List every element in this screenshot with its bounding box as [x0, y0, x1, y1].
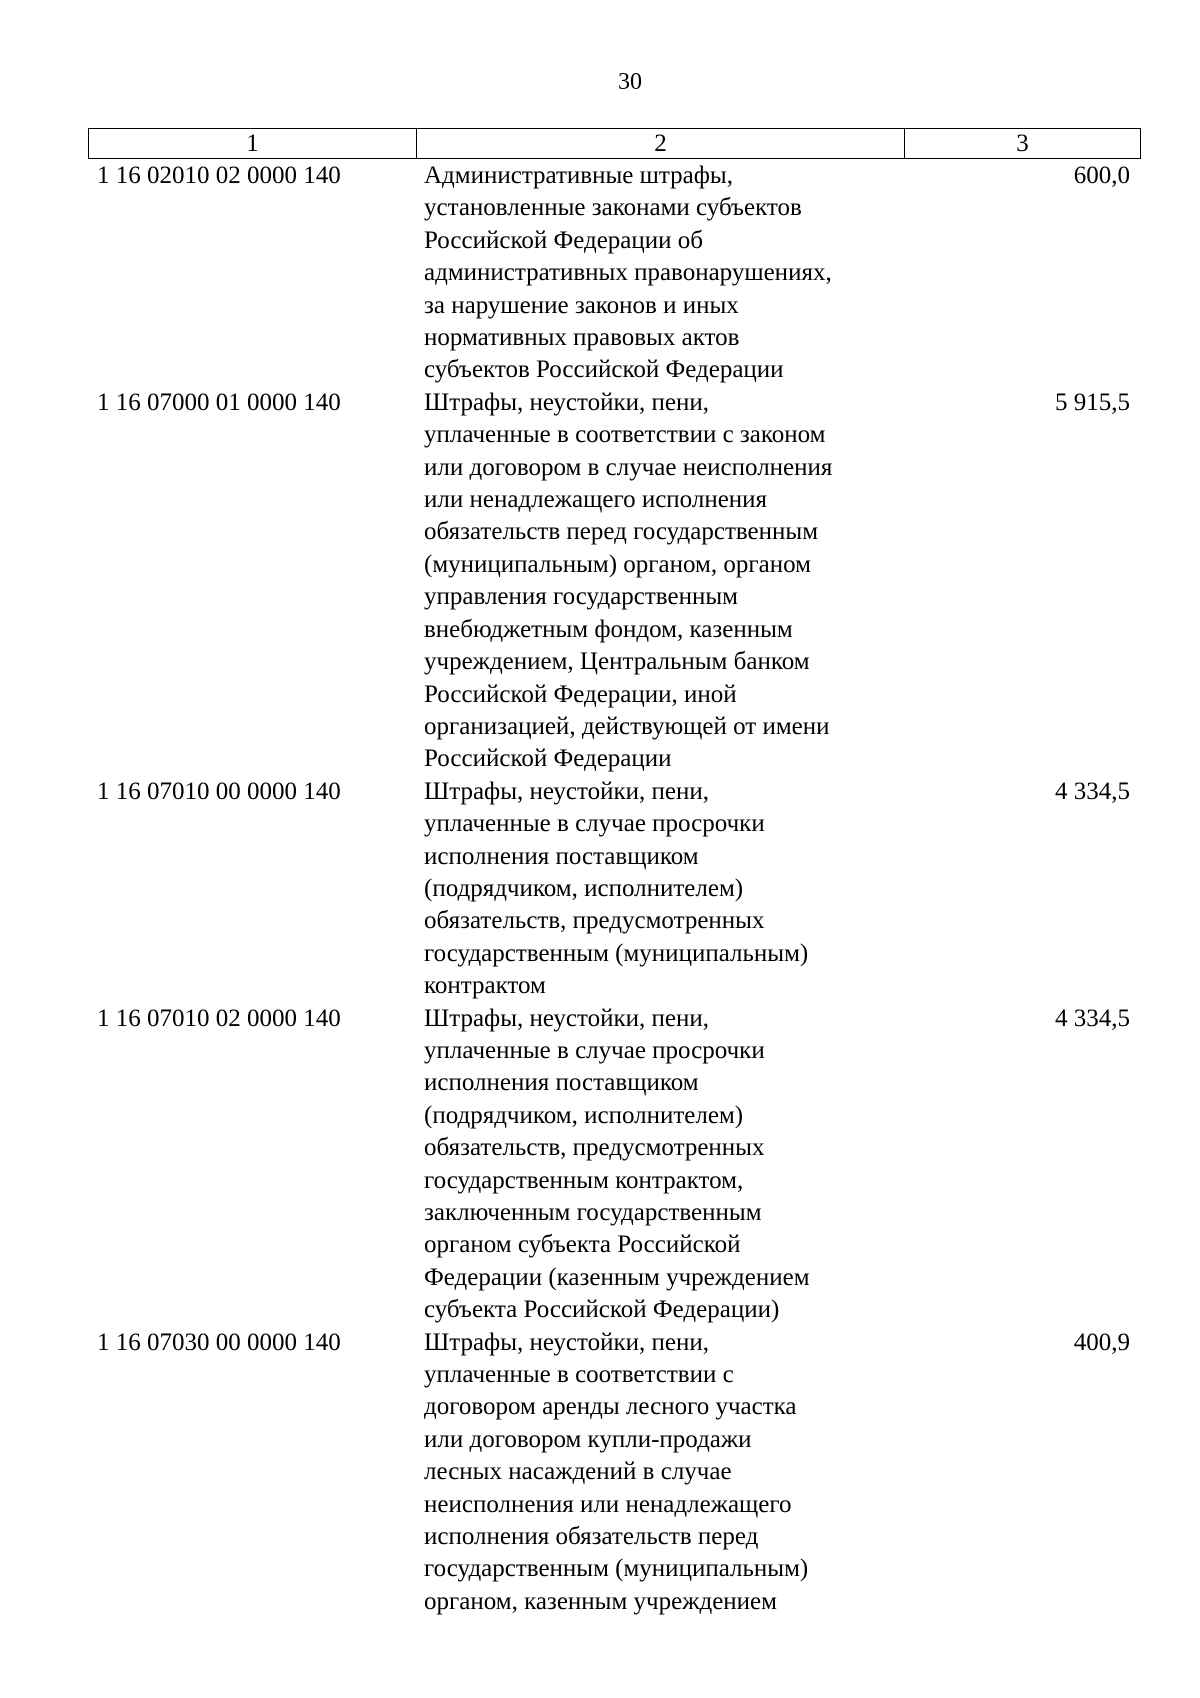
description-line: неисполнения или ненадлежащего: [424, 1490, 792, 1518]
description-line: субъектов Российской Федерации: [424, 356, 784, 384]
description-line: учреждением, Центральным банком: [424, 648, 810, 676]
description-line: органом, казенным учреждением: [424, 1587, 777, 1615]
row-description: [424, 1327, 894, 1619]
description-line: обязательств, предусмотренных: [424, 1134, 765, 1162]
description-line: (подрядчиком, исполнителем): [424, 1101, 744, 1129]
row-description: [424, 776, 894, 1003]
description-line: установленные законами субъектов: [424, 194, 802, 222]
description-line: уплаченные в случае просрочки: [424, 810, 765, 838]
description-line: договором аренды лесного участка: [424, 1393, 797, 1421]
description-line: организацией, действующей от имени: [424, 712, 830, 740]
description-line: Российской Федерации об: [424, 226, 703, 254]
description-line: нормативных правовых актов: [424, 324, 740, 352]
row-amount: 600,0: [1073, 162, 1130, 189]
budget-code: 1 16 07010 00 0000 140: [97, 777, 341, 805]
description-line: исполнения обязательств перед: [424, 1523, 759, 1551]
budget-code: 1 16 07010 02 0000 140: [97, 1004, 341, 1032]
table-row: [0, 387, 1200, 776]
description-line: государственным (муниципальным): [424, 1555, 809, 1583]
row-amount: 5 915,5: [1055, 388, 1130, 416]
description-line: обязательств, предусмотренных: [424, 907, 765, 935]
budget-code: 1 16 07000 01 0000 140: [97, 388, 341, 416]
table-header-row: [88, 128, 1141, 159]
description-line: Штрафы, неустойки, пени,: [424, 388, 709, 416]
description-line: или договором в случае неисполнения: [424, 453, 833, 481]
description-line: Штрафы, неустойки, пени,: [424, 777, 709, 805]
description-line: административных правонарушениях,: [424, 259, 832, 287]
table-row: [0, 160, 1200, 387]
description-line: Российской Федерации: [424, 745, 672, 773]
budget-code: 1 16 02010 02 0000 140: [97, 162, 341, 189]
budget-code: 1 16 07030 00 0000 140: [97, 1328, 341, 1356]
description-line: контрактом: [424, 972, 546, 1000]
description-line: Штрафы, неустойки, пени,: [424, 1004, 709, 1032]
description-line: (муниципальным) органом, органом: [424, 550, 811, 578]
description-line: или договором купли-продажи: [424, 1425, 752, 1453]
column-header-2: 2: [417, 129, 905, 158]
description-line: лесных насаждений в случае: [424, 1458, 732, 1486]
description-line: Административные штрафы,: [424, 162, 733, 189]
table-body: [0, 160, 1200, 1618]
column-header-3: 3: [1016, 130, 1029, 157]
description-line: уплаченные в случае просрочки: [424, 1036, 765, 1064]
description-line: уплаченные в соответствии с: [424, 1361, 734, 1389]
description-line: органом субъекта Российской: [424, 1231, 741, 1259]
description-line: обязательств перед государственным: [424, 518, 819, 546]
description-line: за нарушение законов и иных: [424, 291, 739, 319]
description-line: уплаченные в соответствии с законом: [424, 421, 826, 449]
description-line: (подрядчиком, исполнителем): [424, 874, 744, 902]
table-row: [0, 1003, 1200, 1327]
row-amount: 4 334,5: [1055, 1004, 1130, 1032]
description-line: внебюджетным фондом, казенным: [424, 615, 793, 643]
row-amount: 4 334,5: [1055, 777, 1130, 805]
row-description: [424, 387, 894, 776]
description-line: Штрафы, неустойки, пени,: [424, 1328, 709, 1356]
description-line: заключенным государственным: [424, 1199, 762, 1226]
description-line: Российской Федерации, иной: [424, 680, 737, 708]
description-line: государственным (муниципальным): [424, 939, 809, 967]
row-amount: 400,9: [1073, 1328, 1130, 1356]
page-number: 30: [618, 69, 642, 95]
table-row: [0, 776, 1200, 1003]
row-description: [424, 160, 894, 387]
description-line: Федерации (казенным учреждением: [424, 1263, 810, 1291]
description-line: исполнения поставщиком: [424, 842, 699, 870]
description-line: управления государственным: [424, 583, 738, 611]
table-row: [0, 1327, 1200, 1619]
description-line: или ненадлежащего исполнения: [424, 486, 768, 514]
description-line: субъекта Российской Федерации): [424, 1296, 780, 1324]
row-description: [424, 1003, 894, 1327]
description-line: исполнения поставщиком: [424, 1069, 699, 1097]
description-line: государственным контрактом,: [424, 1166, 744, 1194]
column-header-1: 1: [89, 129, 417, 158]
